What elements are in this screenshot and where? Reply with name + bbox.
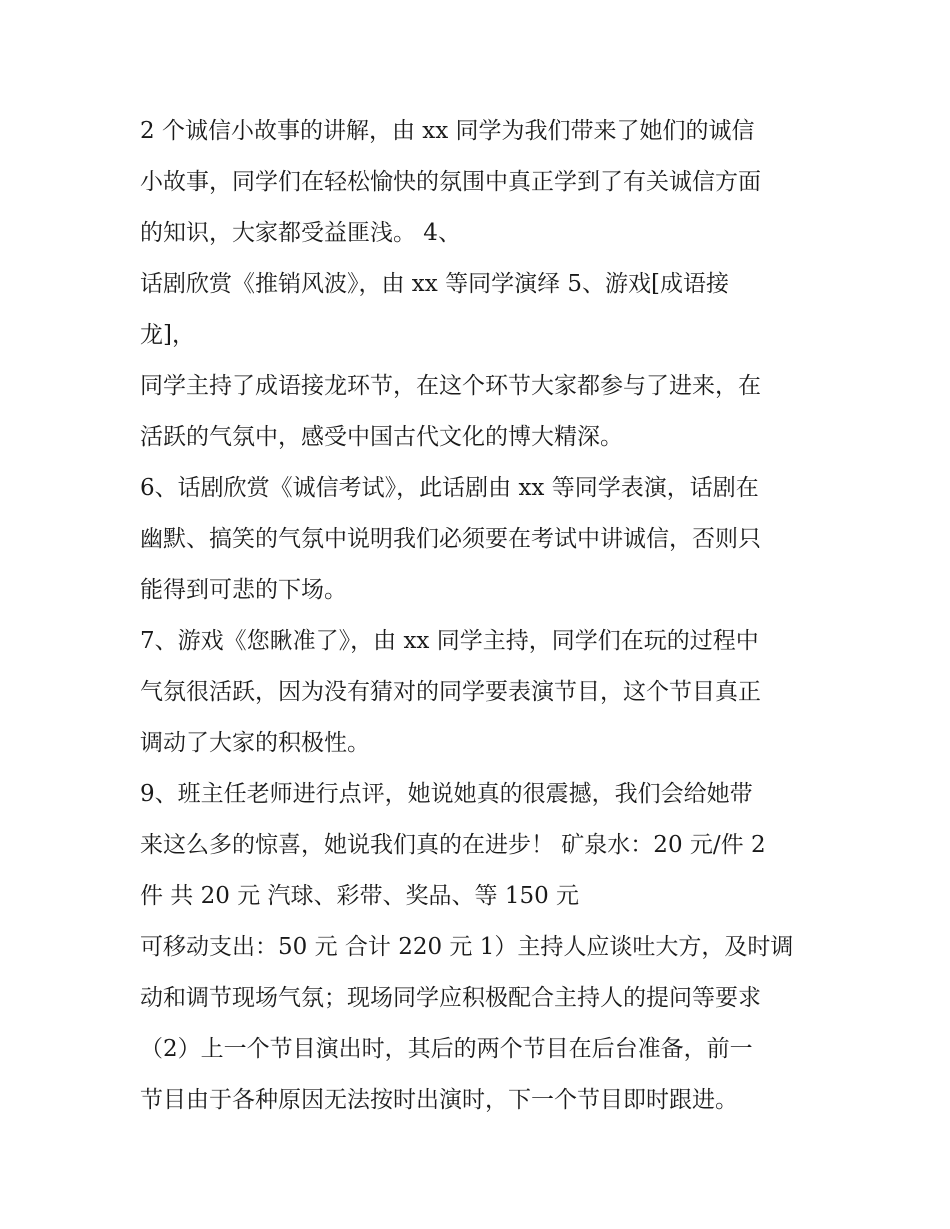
text-line: 6、话剧欣赏《诚信考试》，此话剧由 xx 等同学表演，话剧在 [140, 475, 759, 501]
text-line: 件 共 20 元 汽球、彩带、奖品、等 150 元 [140, 883, 580, 909]
text-line: 活跃的气氛中，感受中国古代文化的博大精深。 [140, 424, 623, 450]
text-line: 幽默、搞笑的气氛中说明我们必须要在考试中讲诚信，否则只 [140, 526, 761, 552]
text-line: 7、游戏《您瞅准了》，由 xx 同学主持，同学们在玩的过程中 [140, 628, 759, 654]
text-line: 节目由于各种原因无法按时出演时，下一个节目即时跟进。 [140, 1087, 738, 1113]
text-line: 9、班主任老师进行点评，她说她真的很震撼，我们会给她带 [140, 781, 753, 807]
text-line: 来这么多的惊喜，她说我们真的在进步！ 矿泉水：20 元/件 2 [140, 832, 766, 858]
text-line: 的知识，大家都受益匪浅。 4、 [140, 220, 461, 246]
text-line: 可移动支出：50 元 合计 220 元 1）主持人应谈吐大方，及时调 [140, 934, 794, 960]
text-line: 动和调节现场气氛；现场同学应积极配合主持人的提问等要求 [140, 985, 761, 1011]
text-line: 能得到可悲的下场。 [140, 577, 347, 603]
text-line: （2）上一个节目演出时，其后的两个节目在后台准备，前一 [140, 1036, 753, 1062]
text-line: 小故事，同学们在轻松愉快的氛围中真正学到了有关诚信方面 [140, 169, 761, 195]
text-line: 2 个诚信小故事的讲解，由 xx 同学为我们带来了她们的诚信 [140, 118, 755, 144]
text-line: 气氛很活跃，因为没有猜对的同学要表演节目，这个节目真正 [140, 679, 761, 705]
text-line: 同学主持了成语接龙环节，在这个环节大家都参与了进来，在 [140, 373, 761, 399]
text-line: 调动了大家的积极性。 [140, 730, 370, 756]
text-line: 龙]， [140, 322, 195, 348]
text-line: 话剧欣赏《推销风波》，由 xx 等同学演绎 5、游戏[成语接 [140, 271, 729, 297]
document-body [140, 110, 820, 1130]
